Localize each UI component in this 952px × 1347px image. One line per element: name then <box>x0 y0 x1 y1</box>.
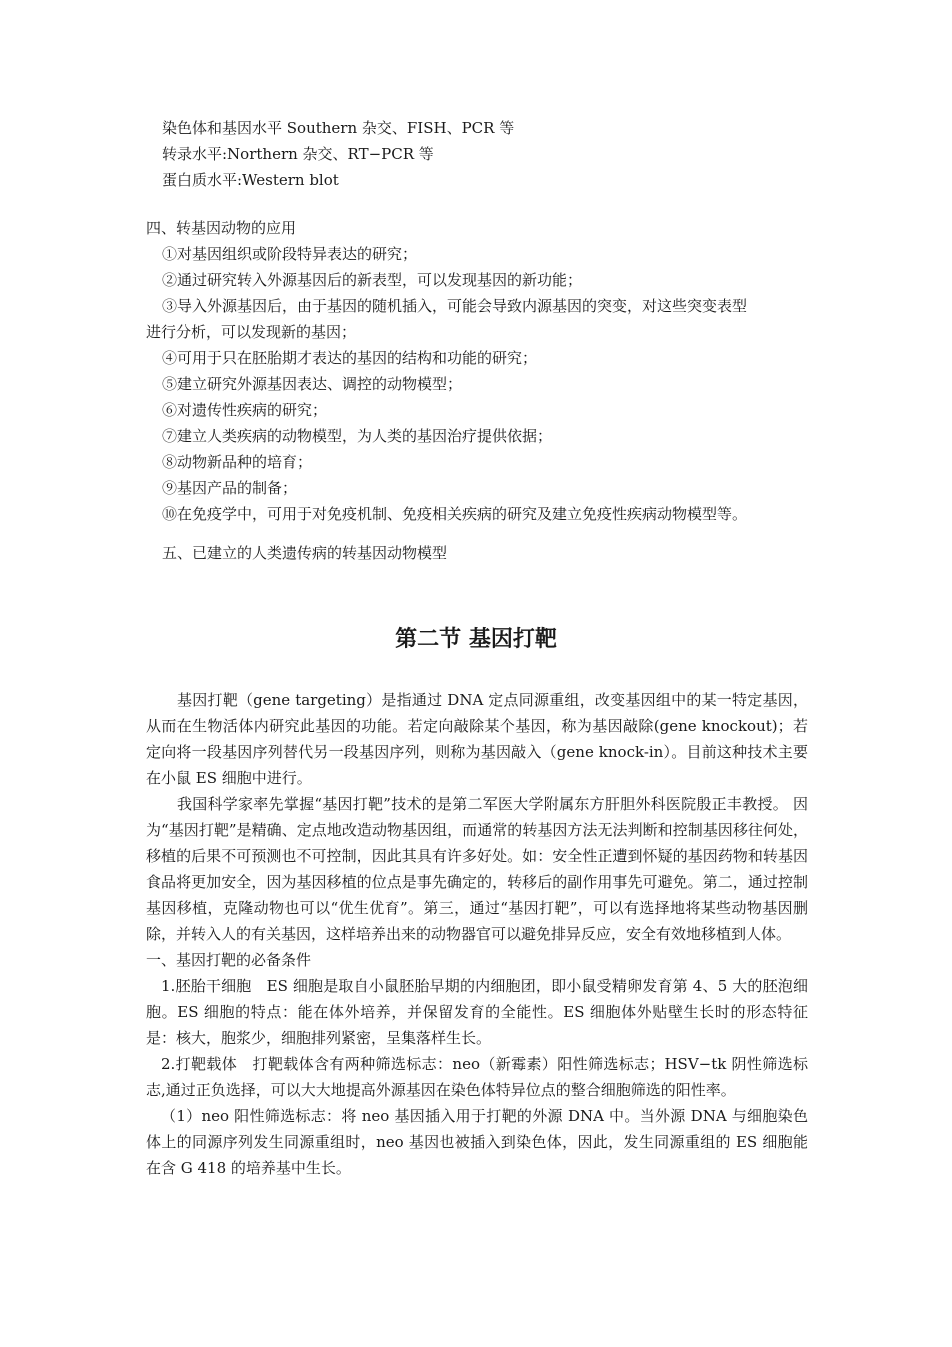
list-item-continuation: 进行分析，可以发现新的基因； <box>146 323 357 341</box>
requirements-heading: 一、基因打靶的必备条件 <box>146 951 312 969</box>
gene-targeting-body <box>146 687 808 1181</box>
list-item: ⑦建立人类疾病的动物模型，为人类的基因治疗提供依据； <box>162 427 553 445</box>
section-title: 第二节 基因打靶 <box>395 627 557 652</box>
list-item: ⑧动物新品种的培育； <box>162 453 313 471</box>
applications-heading: 四、转基因动物的应用 <box>146 219 297 237</box>
detection-line-transcription: 转录水平:Northern 杂交、RT−PCR 等 <box>162 145 434 163</box>
models-heading: 五、已建立的人类遗传病的转基因动物模型 <box>162 544 448 562</box>
paragraph-neo-marker: （1）neo 阳性筛选标志：将 neo 基因插入用于打靶的外源 DNA 中。当外源 DNA 与细胞染色体上的同源序列发生同源重组时，neo 基因也被插入到染色体，因此，发生同源重组的 ES 细胞能在含 G 418 的培养基中生长。 <box>146 1107 808 1177</box>
paragraph-history: 我国科学家率先掌握“基因打靶”技术的是第二军医大学附属东方肝胆外科医院殷正丰教授。 因为“基因打靶”是精确、定点地改造动物基因组，而通常的转基因方法无法判断和控制基因移往何处，移植的后果不可预测也不可控制，因此其具有许多好处。如：安全性正遭到怀疑的基因药物和转基因食品将更加安全，因为基因移植的位点是事先确定的，转移后的副作用事先可避免。第二，通过控制基因移植，克隆动物也可以“优生优育”。第三，通过“基因打靶”，可以有选择地将某些动物基因删除，并转入人的有关基因，这样培养出来的动物器官可以避免排异反应，安全有效地移植到人体。 <box>146 795 808 943</box>
list-item: ②通过研究转入外源基因后的新表型，可以发现基因的新功能； <box>162 271 583 289</box>
paragraph-es-cells: 1.胚胎干细胞 ES 细胞是取自小鼠胚胎早期的内细胞团，即小鼠受精卵发育第 4、5 大的胚泡细胞。ES 细胞的特点：能在体外培养，并保留发育的全能性。ES 细胞体外贴壁生长时的形态特征是：核大，胞浆少，细胞排列紧密，呈集落样生长。 <box>146 977 808 1047</box>
paragraph-definition: 基因打靶（gene targeting）是指通过 DNA 定点同源重组，改变基因组中的某一特定基因，从而在生物活体内研究此基因的功能。若定向敲除某个基因，称为基因敲除(gene knockout)；若定向将一段基因序列替代另一段基因序列，则称为基因敲入（gene knock-in）。目前这种技术主要在小鼠 ES 细胞中进行。 <box>146 691 808 787</box>
paragraph-targeting-vector: 2.打靶载体 打靶载体含有两种筛选标志：neo（新霉素）阳性筛选标志；HSV−tk 阴性筛选标志,通过正负选择，可以大大地提高外源基因在染色体特异位点的整合细胞筛选的阳性率。 <box>146 1055 808 1099</box>
list-item: ③导入外源基因后，由于基因的随机插入，可能会导致内源基因的突变，对这些突变表型 <box>162 297 748 315</box>
list-item: ①对基因组织或阶段特异表达的研究； <box>162 245 418 263</box>
applications-section <box>146 215 808 527</box>
list-item: ⑥对遗传性疾病的研究； <box>162 401 328 419</box>
detection-line-protein: 蛋白质水平:Western blot <box>162 171 339 189</box>
models-section <box>146 540 808 566</box>
list-item: ⑩在免疫学中，可用于对免疫机制、免疫相关疾病的研究及建立免疫性疾病动物模型等。 <box>162 505 748 523</box>
detection-methods <box>146 115 808 193</box>
detection-line-chromosome: 染色体和基因水平 Southern 杂交、FISH、PCR 等 <box>162 119 515 137</box>
list-item: ④可用于只在胚胎期才表达的基因的结构和功能的研究； <box>162 349 538 367</box>
list-item: ⑤建立研究外源基因表达、调控的动物模型； <box>162 375 463 393</box>
list-item: ⑨基因产品的制备； <box>162 479 298 497</box>
